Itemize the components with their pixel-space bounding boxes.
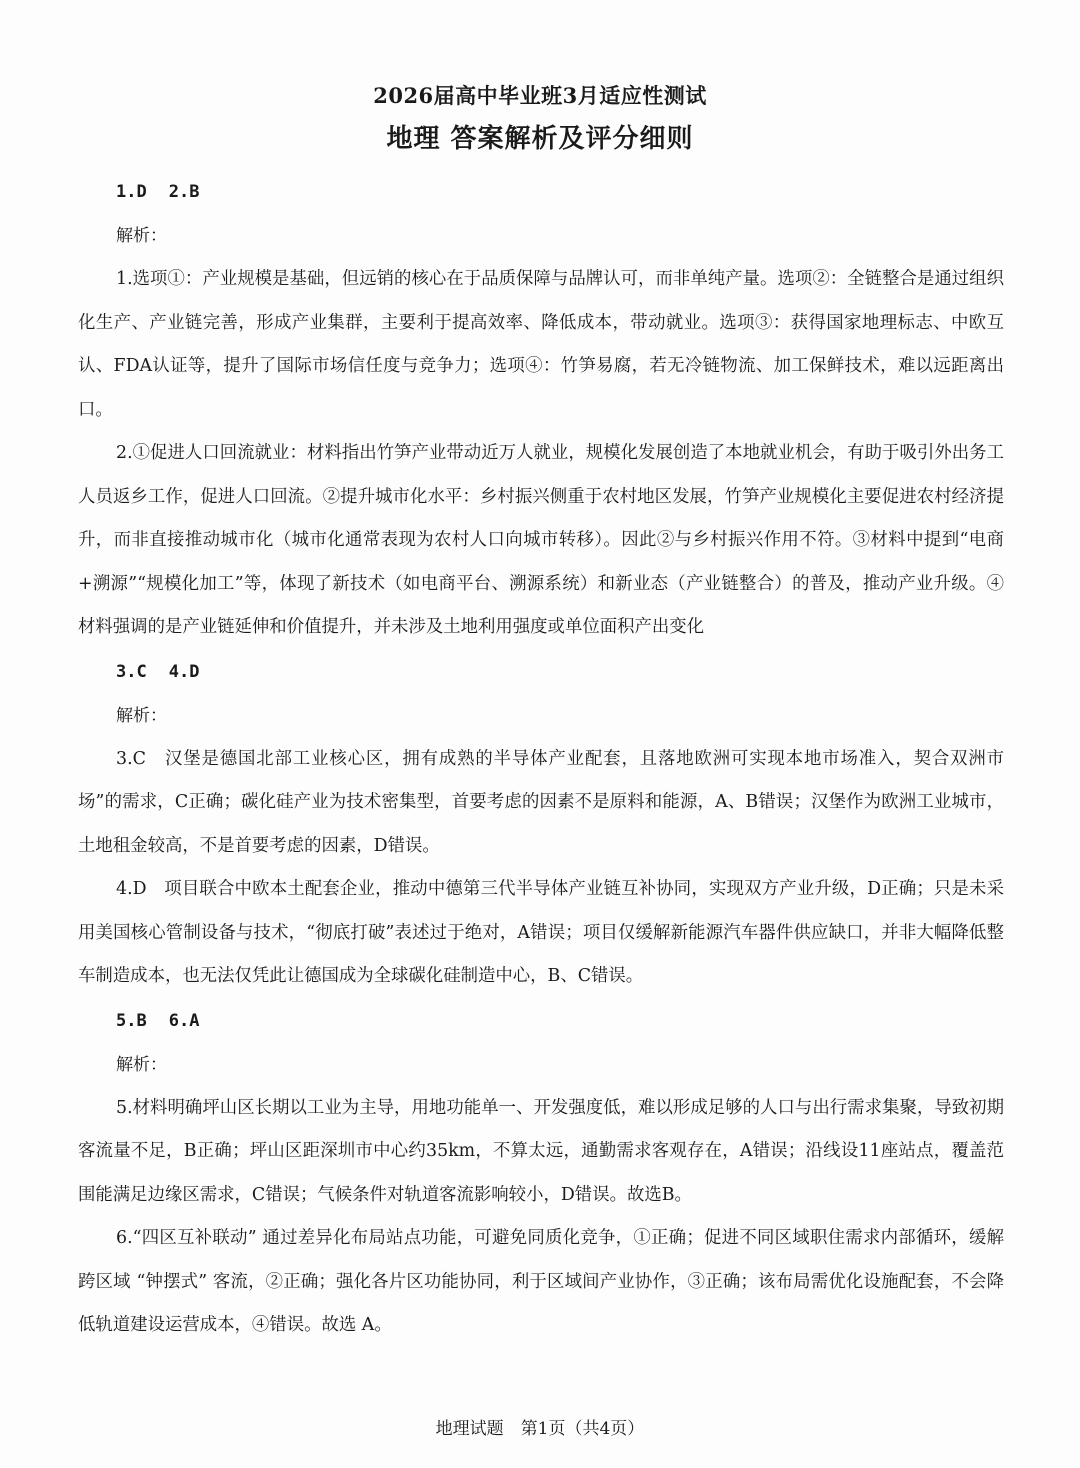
analysis-label: 解析： — [116, 226, 167, 246]
answer-key: 5.B — [116, 1010, 147, 1031]
answer-key: 2.B — [168, 182, 200, 202]
page-footer: 地理试题 第1页（共4页） — [435, 1419, 645, 1439]
exam-title: 2026届高中毕业班3月适应性测试 — [373, 83, 707, 108]
answer-key: 1.D — [116, 182, 147, 202]
answer-line — [78, 170, 1004, 214]
analysis-paragraph: 3.C 汉堡是德国北部工业核心区，拥有成熟的半导体产业配套，且落地欧洲可实现本地市场准入，契合双洲市场”的需求，C正确；碳化硅产业为技术密集型，首要考虑的因素不是原料和能源，A、B错误；汉堡作为欧洲工业城市，土地租金较高，不是首要考虑的因素，D错误。 — [78, 748, 1004, 856]
analysis-paragraph: 4.D 项目联合中欧本土配套企业，推动中德第三代半导体产业链互补协同，实现双方产业升级，D正确；只是未采用美国核心管制设备与技术，“彻底打破”表述过于绝对，A错误；项目仅缓解新能源汽车器件供应缺口，并非大幅降低整车制造成本，也无法仅凭此让德国成为全球碳化硅制造中心，B、C错误。 — [78, 879, 1004, 986]
analysis-label: 解析： — [116, 705, 167, 726]
answer-key: 3.C — [116, 661, 147, 682]
document-body — [78, 170, 1004, 1348]
analysis-paragraph: 6.“四区互补联动” 通过差异化布局站点功能，可避免同质化竞争，①正确；促进不同区域职住需求内部循环，缓解跨区域 “钟摆式” 客流，②正确；强化各片区功能协同，利于区域间产业协作，③正确；该布局需优化设施配套，不会降低轨道建设运营成本，④错误。故选 A。 — [78, 1228, 1004, 1335]
answer-line — [78, 999, 1004, 1043]
analysis-paragraph: 5.材料明确坪山区长期以工业为主导，用地功能单一、开发强度低，难以形成足够的人口与出行需求集聚，导致初期客流量不足，B正确；坪山区距深圳市中心约35km，不算太远，通勤需求客观存在，A错误；沿线设11座站点，覆盖范围能满足边缘区需求，C错误；气候条件对轨道客流影响较小，D错误。故选B。 — [78, 1097, 1004, 1205]
analysis-paragraph: 1.选项①：产业规模是基础，但远销的核心在于品质保障与品牌认可，而非单纯产量。选项②：全链整合是通过组织化生产、产业链完善，形成产业集群，主要利于提高效率、降低成本，带动就业。选项③：获得国家地理标志、中欧互认、FDA认证等，提升了国际市场信任度与竞争力；选项④：竹笋易腐，若无冷链物流、加工保鲜技术，难以远距离出口。 — [78, 269, 1004, 420]
answer-key: 4.D — [168, 661, 200, 682]
answer-key: 6.A — [168, 1010, 200, 1031]
analysis-paragraph: 2.①促进人口回流就业：材料指出竹笋产业带动近万人就业，规模化发展创造了本地就业机会，有助于吸引外出务工人员返乡工作，促进人口回流。②提升城市化水平：乡村振兴侧重于农村地区发展，竹笋产业规模化主要促进农村经济提升，而非直接推动城市化（城市化通常表现为农村人口向城市转移）。因此②与乡村振兴作用不符。③材料中提到“电商+溯源”“规模化加工”等，体现了新技术（如电商平台、溯源系统）和新业态（产业链整合）的普及，推动产业升级。④材料强调的是产业链延伸和价值提升，并未涉及土地利用强度或单位面积产出变化 — [78, 443, 1004, 637]
document-subtitle: 地理 答案解析及评分细则 — [386, 124, 694, 154]
answer-line — [78, 650, 1004, 694]
analysis-label: 解析： — [116, 1054, 167, 1075]
